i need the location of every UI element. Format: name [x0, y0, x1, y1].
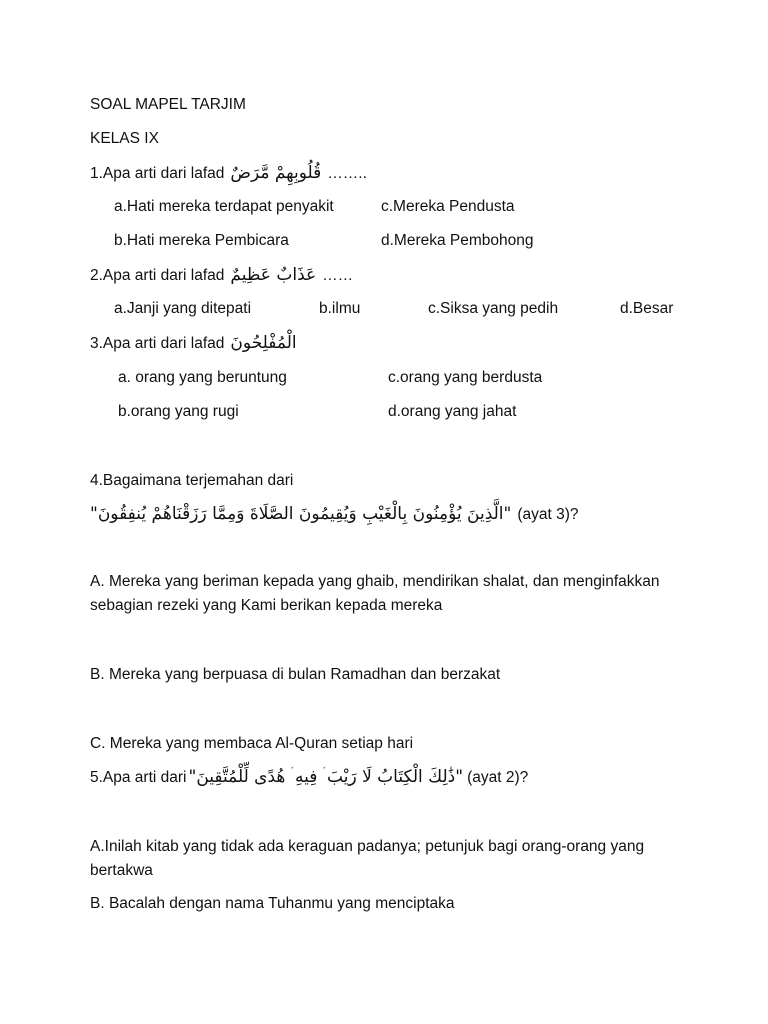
q4-option-c: C. Mereka yang membaca Al-Quran setiap hari	[90, 735, 414, 752]
question-3	[90, 333, 303, 354]
question-2-text: 2.Apa arti dari lafad	[90, 267, 225, 284]
q4-option-a: A. Mereka yang beriman kepada yang ghaib, mendirikan shalat, dan menginfakkan sebagian rezeki yang Kami berikan kepada mereka	[90, 573, 660, 614]
q3-option-a: a. orang yang beruntung	[118, 369, 287, 386]
question-2-ellipsis: ……	[322, 267, 354, 284]
question-5	[90, 767, 528, 788]
question-1-arabic: قُلُوبِهِمْ مَّرَضٌ	[230, 163, 322, 183]
q2-option-d: d.Besar	[620, 300, 674, 317]
q3-option-c: c.orang yang berdusta	[388, 369, 543, 386]
question-4: 4.Bagaimana terjemahan dari	[90, 472, 294, 489]
question-3-arabic: الْمُفْلِحُونَ	[230, 333, 297, 353]
question-3-text: 3.Apa arti dari lafad	[90, 335, 225, 352]
q5-option-b: B. Bacalah dengan nama Tuhanmu yang menciptaka	[90, 895, 455, 912]
q3-option-b: b.orang yang rugi	[118, 403, 239, 420]
q1-option-a: a.Hati mereka terdapat penyakit	[114, 198, 334, 215]
question-4-arabic: "الَّذِينَ يُؤْمِنُونَ بِالْغَيْبِ وَيُقِيمُونَ الصَّلَاةَ وَمِمَّا رَزَقْنَاهُمْ يُنفِقُونَ"	[90, 504, 512, 524]
q2-option-c: c.Siksa yang pedih	[428, 300, 559, 317]
question-4-verse	[90, 504, 579, 525]
question-5-ayat: (ayat 2)?	[467, 769, 529, 786]
question-4-ayat: (ayat 3)?	[517, 506, 579, 523]
question-5-arabic: "ذَٰلِكَ الْكِتَابُ لَا رَيْبَ ۛ فِيهِ ۛ هُدًى لِّلْمُتَّقِينَ"	[188, 767, 464, 787]
question-5-text: 5.Apa arti dari	[90, 769, 187, 786]
q1-option-b: b.Hati mereka Pembicara	[114, 232, 289, 249]
q1-option-c: c.Mereka Pendusta	[381, 198, 515, 215]
document-title: SOAL MAPEL TARJIM	[90, 96, 246, 113]
q1-option-d: d.Mereka Pembohong	[381, 232, 534, 249]
class-label: KELAS IX	[90, 130, 159, 147]
q2-option-a: a.Janji yang ditepati	[114, 300, 252, 317]
q2-option-b: b.ilmu	[319, 300, 361, 317]
q5-option-a: A.Inilah kitab yang tidak ada keraguan padanya; petunjuk bagi orang-orang yang bertakwa	[90, 838, 645, 879]
q3-option-d: d.orang yang jahat	[388, 403, 517, 420]
question-1	[90, 163, 367, 184]
question-1-text: 1.Apa arti dari lafad	[90, 165, 225, 182]
q4-option-b: B. Mereka yang berpuasa di bulan Ramadhan dan berzakat	[90, 666, 501, 683]
question-2-arabic: عَذَابٌ عَظِيمٌ	[230, 265, 317, 285]
question-1-ellipsis: ……..	[327, 165, 367, 182]
question-2	[90, 265, 353, 286]
